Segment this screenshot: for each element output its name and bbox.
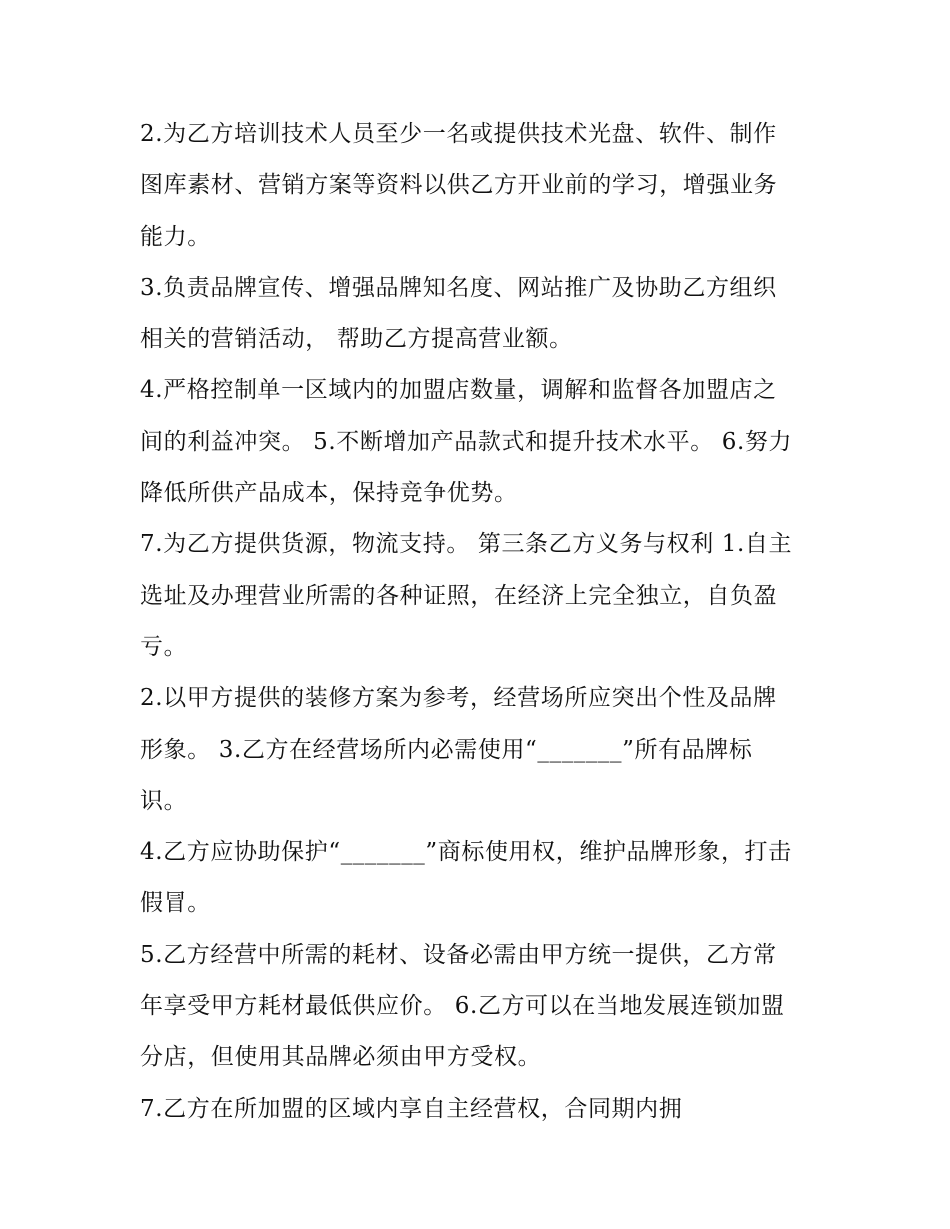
text-line: 2.为乙方培训技术人员至少一名或提供技术光盘、软件、制作 xyxy=(140,121,777,147)
text-line: 4.乙方应协助保护“_______”商标使用权，维护品牌形象，打击 xyxy=(140,839,792,866)
text-line: 5.乙方经营中所需的耗材、设备必需由甲方统一提供，乙方常 xyxy=(140,941,777,968)
text-line: 假冒。 xyxy=(140,890,211,917)
text-line: 7.乙方在所加盟的区域内享自主经营权，合同期内拥 xyxy=(140,1095,683,1122)
text-line: 年享受甲方耗材最低供应价。 6.乙方可以在当地发展连锁加盟 xyxy=(140,993,785,1020)
text-line: 分店，但使用其品牌必须由甲方受权。 xyxy=(140,1044,542,1071)
text-line: 识。 xyxy=(140,787,188,814)
text-line: 能力。 xyxy=(140,223,211,250)
text-line: 降低所供产品成本，保持竞争优势。 xyxy=(140,480,518,507)
text-line: 7.为乙方提供货源，物流支持。 第三条乙方义务与权利 1.自主 xyxy=(140,531,793,558)
text-line: 选址及办理营业所需的各种证照，在经济上完全独立，自负盈 xyxy=(140,582,778,609)
text-line: 2.以甲方提供的装修方案为参考，经营场所应突出个性及品牌 xyxy=(140,685,777,712)
text-line: 相关的营销活动， 帮助乙方提高营业额。 xyxy=(140,326,573,353)
document-page xyxy=(140,109,820,1135)
text-line: 图库素材、营销方案等资料以供乙方开业前的学习，增强业务 xyxy=(140,172,778,199)
text-line: 间的利益冲突。 5.不断增加产品款式和提升技术水平。 6.努力 xyxy=(140,428,793,455)
text-line: 亏。 xyxy=(140,633,188,660)
text-line: 形象。 3.乙方在经营场所内必需使用“_______”所有品牌标 xyxy=(140,736,753,763)
text-line: 3.负责品牌宣传、增强品牌知名度、网站推广及协助乙方组织 xyxy=(140,274,777,301)
text-line: 4.严格控制单一区域内的加盟店数量，调解和监督各加盟店之 xyxy=(140,377,777,404)
